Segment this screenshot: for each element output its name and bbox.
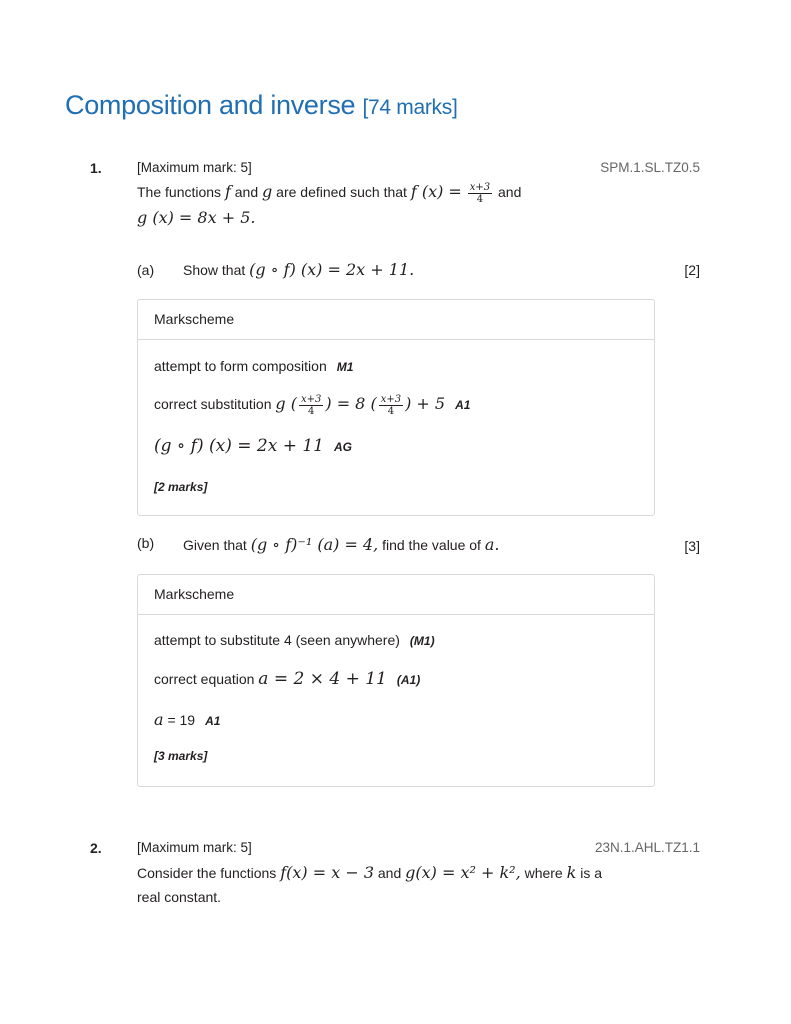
stem-text: and (377, 865, 402, 881)
markscheme-a-title: Markscheme (138, 300, 654, 340)
stem-math: f(x) = x − 3 (280, 863, 374, 882)
markscheme-a-line3 (154, 436, 352, 456)
mark-code: M1 (336, 360, 354, 374)
markscheme-b-total: [3 marks] (154, 749, 208, 763)
ms-math: (g ∘ f) (x) = 2x + 11 (154, 436, 324, 456)
ms-text: = 19 (167, 712, 196, 728)
markscheme-b-line3 (154, 710, 220, 729)
markscheme-b-title: Markscheme (138, 575, 654, 615)
stem-math: g(x) = x² + k², (405, 863, 521, 882)
mark-code: A1 (205, 714, 221, 728)
question-1-reference: SPM.1.SL.TZ0.5 (600, 160, 700, 175)
question-1-max-mark: [Maximum mark: 5] (137, 160, 252, 175)
stem-math: f (x) = (410, 182, 462, 201)
markscheme-a-line1 (154, 358, 353, 374)
markscheme-a-total: [2 marks] (154, 480, 208, 494)
ms-math: g ( (275, 394, 297, 414)
markscheme-a-line2 (154, 394, 470, 417)
question-2-stem-line2: real constant. (137, 889, 222, 905)
question-1-stem-line2: g (x) = 8x + 5. (137, 208, 256, 227)
markscheme-b (137, 574, 655, 787)
stem-text: and (498, 184, 522, 200)
mark-code: AG (333, 440, 352, 454)
part-b-math: (g ∘ f)⁻¹ (a) = 4, (250, 535, 379, 554)
stem-fraction: $\frac{x+3}{4}$ (469, 181, 491, 205)
question-2-stem (137, 861, 657, 885)
ms-text: correct equation (154, 671, 255, 687)
stem-f: f (224, 182, 231, 201)
stem-text: and (234, 184, 259, 200)
ms-math: a = 2 × 4 + 11 (258, 669, 387, 689)
mark-code: A1 (455, 398, 471, 413)
part-b-label: (b) (137, 535, 155, 551)
page-title-text: Composition and inverse (65, 90, 356, 120)
stem-text: The functions (137, 184, 222, 200)
ms-text: correct substitution (154, 396, 272, 413)
ms-math: ) + 5 (405, 394, 446, 414)
markscheme-b-line2 (154, 669, 420, 689)
question-1-stem (137, 180, 567, 205)
stem-text: is a (580, 865, 602, 881)
question-2-max-mark: [Maximum mark: 5] (137, 840, 252, 855)
part-a-math: (g ∘ f) (x) = 2x + 11. (249, 260, 415, 279)
question-2-number: 2. (90, 840, 102, 856)
question-2-reference: 23N.1.AHL.TZ1.1 (594, 840, 700, 855)
part-a-text (183, 258, 414, 282)
ms-fraction: $\frac{x+3}{4}$ (300, 394, 322, 417)
ms-fraction: $\frac{x+3}{4}$ (380, 394, 402, 417)
stem-k: k (566, 863, 577, 882)
question-1-number: 1. (90, 160, 102, 176)
part-a-label: (a) (137, 262, 155, 278)
mark-code: (M1) (409, 634, 435, 648)
markscheme-b-line1 (154, 632, 435, 648)
ms-math: ) = 8 ( (325, 394, 377, 414)
part-b-prompt: Given that (183, 537, 247, 553)
part-a-prompt: Show that (183, 262, 246, 278)
page-title-marks: [74 marks] (362, 96, 458, 119)
part-b-marks: [3] (684, 538, 700, 554)
ms-var: a (154, 710, 164, 729)
ms-text: attempt to substitute 4 (seen anywhere) (154, 632, 400, 648)
stem-text: are defined such that (276, 184, 407, 200)
part-b-text (183, 533, 499, 557)
stem-text: Consider the functions (137, 865, 277, 881)
ms-text: attempt to form composition (154, 358, 327, 374)
markscheme-a (137, 299, 655, 516)
mark-code: (A1) (396, 673, 421, 687)
stem-text: where (524, 865, 563, 881)
part-a-marks: [2] (684, 262, 700, 278)
part-b-var: a. (484, 535, 500, 554)
part-b-prompt: find the value of (382, 537, 481, 553)
page-title (65, 90, 458, 121)
stem-g: g (262, 182, 273, 201)
